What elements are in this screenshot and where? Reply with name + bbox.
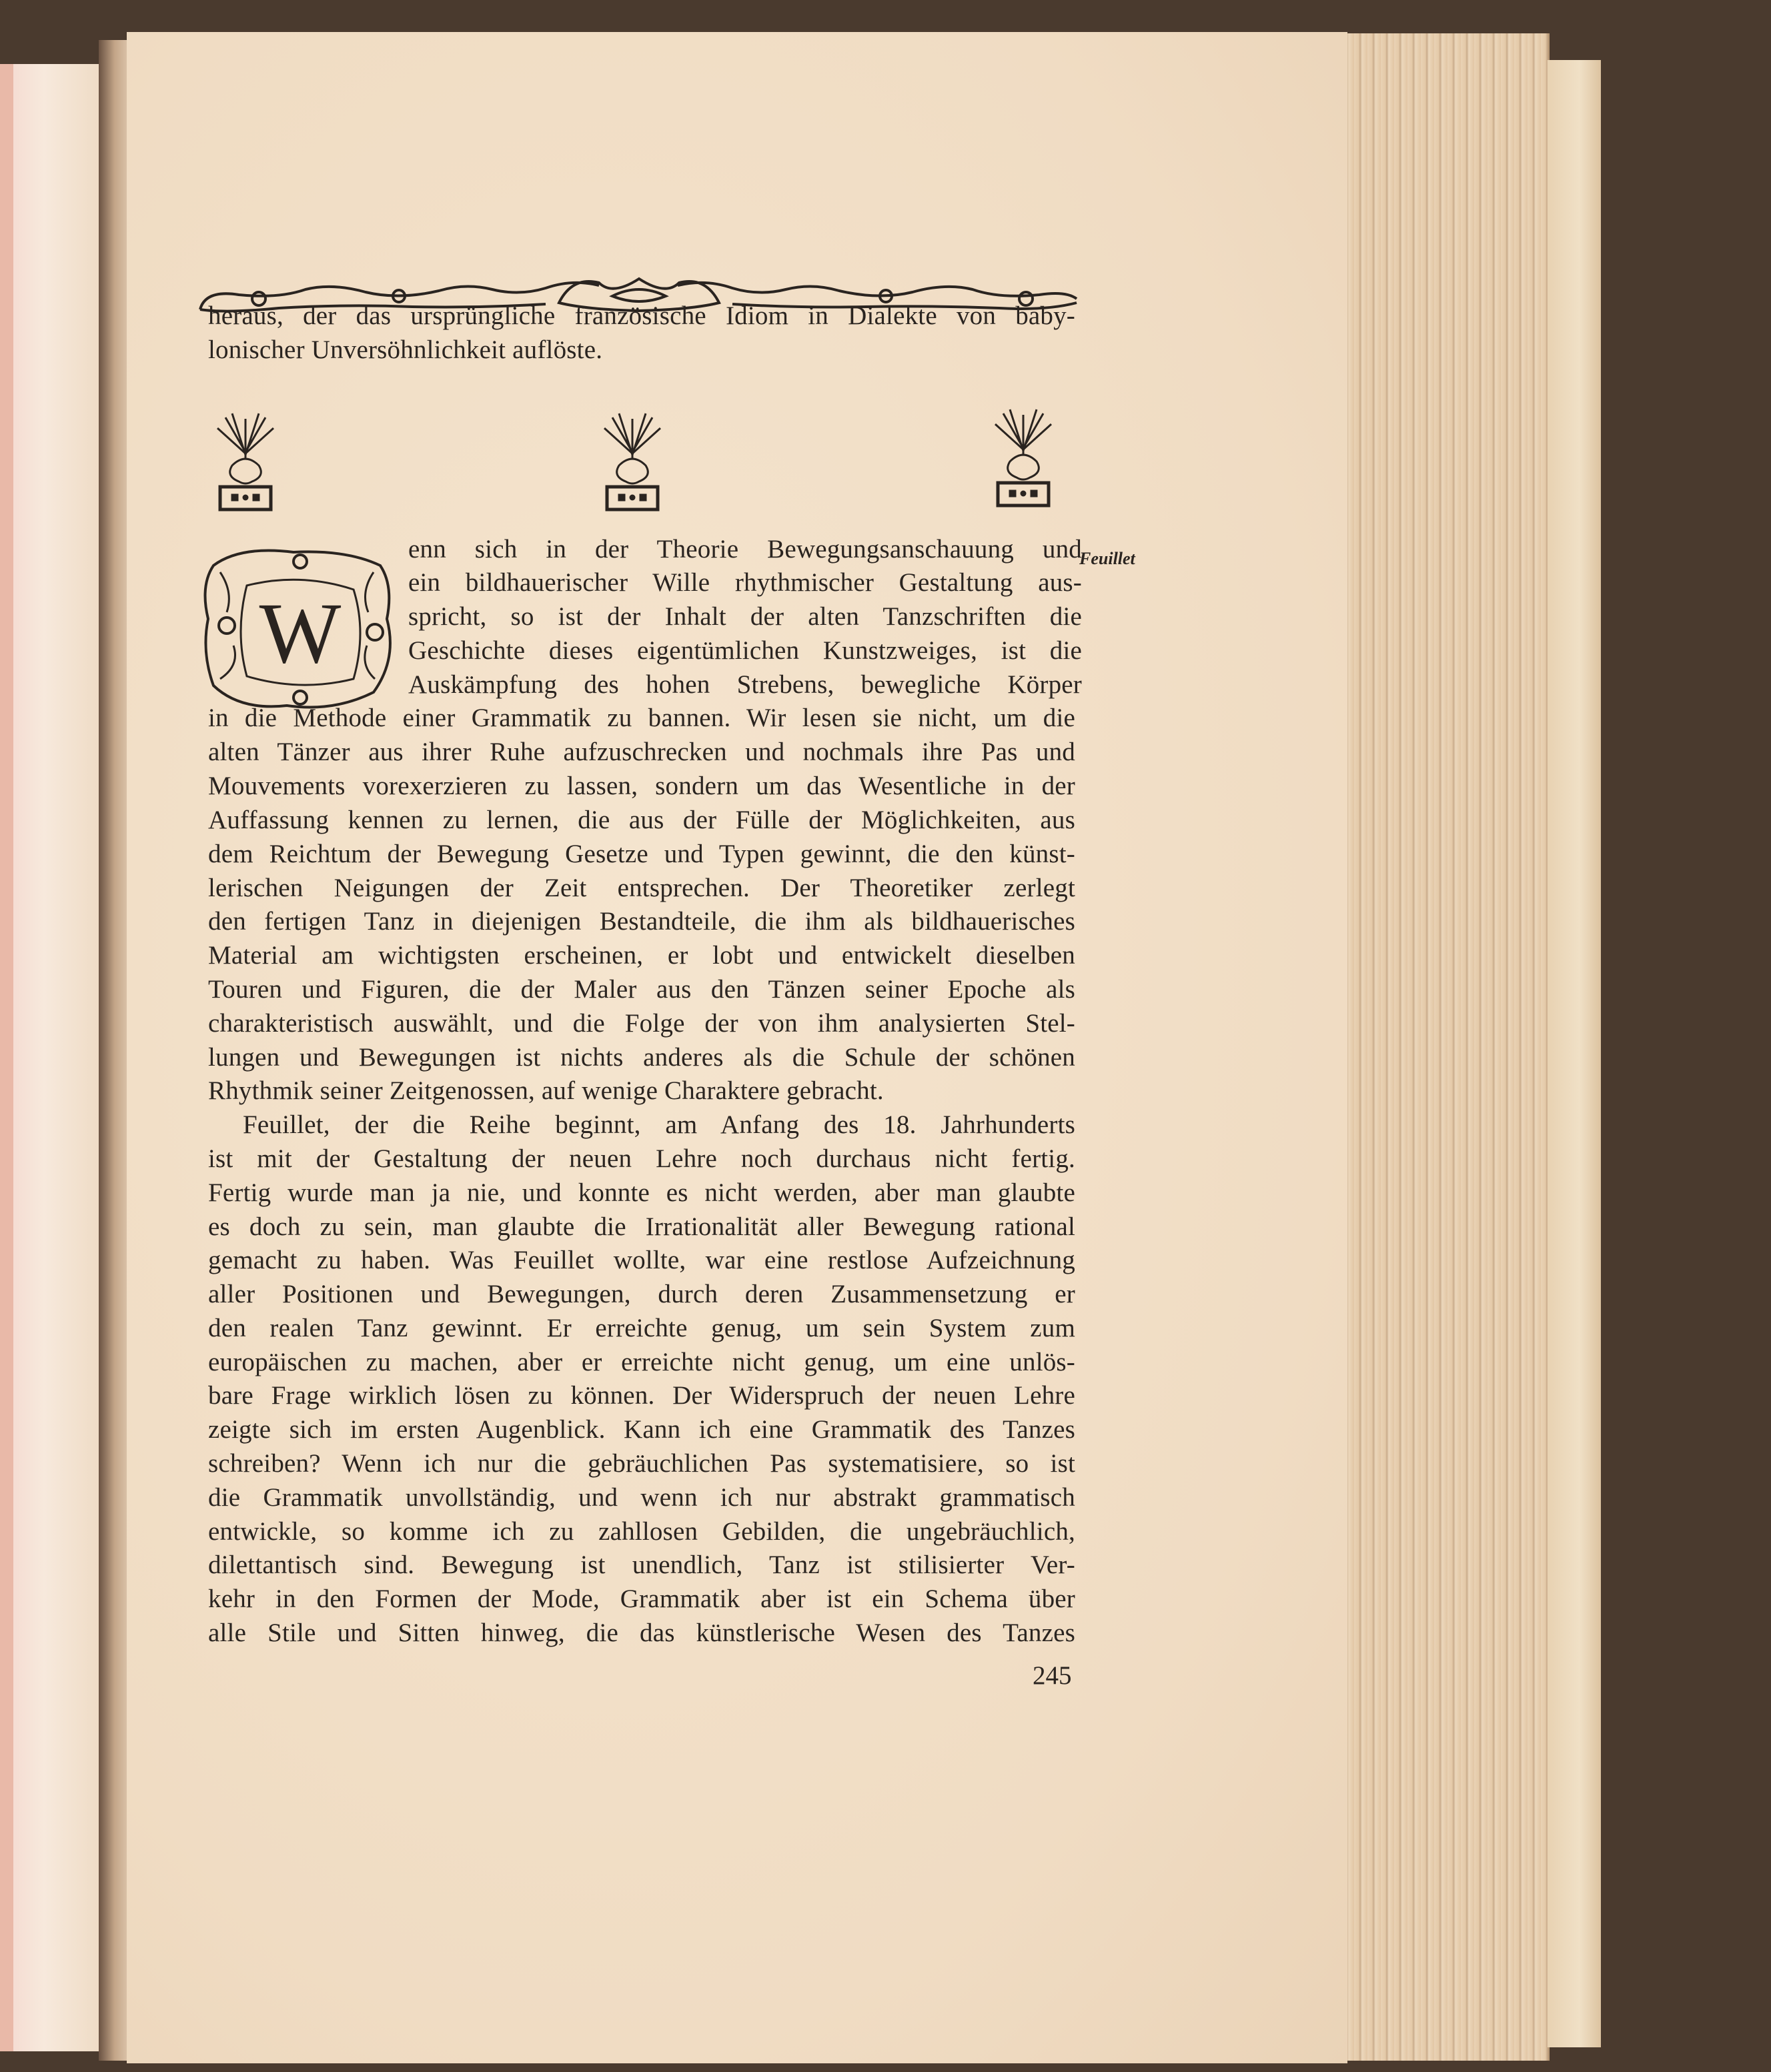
- text-line: den realen Tanz gewinnt. Er erreichte genug, um sein System zum: [208, 1314, 1075, 1342]
- text-line: in die Methode einer Grammatik zu bannen. Wir lesen sie nicht, um die: [208, 704, 1075, 732]
- text-line: ein bildhauerischer Wille rhythmischer Gestaltung aus-: [408, 568, 1082, 597]
- text-line: zeigte sich im ersten Augenblick. Kann ich eine Grammatik des Tanzes: [208, 1415, 1075, 1444]
- text-line: charakteristisch auswählt, und die Folge der von ihm analysierten Stel-: [208, 1009, 1075, 1038]
- text-line: schreiben? Wenn ich nur die gebräuchlichen Pas systematisiere, so ist: [208, 1449, 1075, 1478]
- text-line: enn sich in der Theorie Bewegungsanschauung und: [408, 535, 1082, 564]
- text-line: lungen und Bewegungen ist nichts anderes als die Schule der schönen: [208, 1043, 1075, 1072]
- text-line: heraus, der das ursprüngliche französische Idiom in Dialekte von baby-: [208, 301, 1075, 330]
- text-line: Auffassung kennen zu lernen, die aus der Fülle der Möglichkeiten, aus: [208, 806, 1075, 834]
- text-line: Auskämpfung des hohen Strebens, bewegliche Körper: [408, 670, 1082, 699]
- text-line: Material am wichtigsten erscheinen, er lobt und entwickelt dieselben: [208, 941, 1075, 970]
- text-line: entwickle, so komme ich zu zahllosen Gebilden, die ungebräuchlich,: [208, 1517, 1075, 1546]
- text-line: dem Reichtum der Bewegung Gesetze und Typen gewinnt, die den künst-: [208, 840, 1075, 868]
- text-line: Feuillet, der die Reihe beginnt, am Anfang des 18. Jahrhunderts: [243, 1110, 1075, 1139]
- margin-note: Feuillet: [1079, 549, 1135, 568]
- text-line: gemacht zu haben. Was Feuillet wollte, war eine restlose Aufzeichnung: [208, 1246, 1075, 1274]
- vignette-ornament-left: [212, 412, 279, 519]
- page-number: 245: [1033, 1661, 1072, 1690]
- page-stack-edges: [1327, 33, 1550, 2061]
- text-line: Fertig wurde man ja nie, und konnte es nicht werden, aber man glaubte: [208, 1178, 1075, 1207]
- text-line: die Grammatik unvollständig, und wenn ich nur abstrakt grammatisch: [208, 1483, 1075, 1512]
- text-line: dilettantisch sind. Bewegung ist unendlich, Tanz ist stilisierter Ver-: [208, 1550, 1075, 1579]
- vignette-ornament-center: [599, 412, 666, 519]
- text-line: bare Frage wirklich lösen zu können. Der Widerspruch der neuen Lehre: [208, 1381, 1075, 1410]
- vignette-ornament-right: [990, 408, 1057, 515]
- text-line: lonischer Unversöhnlichkeit auflöste.: [208, 335, 603, 364]
- text-line: alle Stile und Sitten hinweg, die das künstlerische Wesen des Tanzes: [208, 1619, 1075, 1647]
- text-line: ist mit der Gestaltung der neuen Lehre noch durchaus nicht fertig.: [208, 1144, 1075, 1173]
- left-page-edge: [0, 64, 100, 2051]
- text-line: Mouvements vorexerzieren zu lassen, sondern um das Wesentliche in der: [208, 772, 1075, 800]
- decorated-initial: [200, 546, 400, 719]
- text-line: Geschichte dieses eigentümlichen Kunstzweiges, ist die: [408, 636, 1082, 665]
- left-page-tint: [0, 64, 13, 2051]
- text-line: lerischen Neigungen der Zeit entsprechen. Der Theoretiker zerlegt: [208, 874, 1075, 902]
- book-cover-board: [1548, 60, 1601, 2047]
- text-line: den fertigen Tanz in diejenigen Bestandteile, die ihm als bildhauerisches: [208, 907, 1075, 936]
- text-line: kehr in den Formen der Mode, Grammatik aber ist ein Schema über: [208, 1585, 1075, 1613]
- text-line: alten Tänzer aus ihrer Ruhe aufzuschrecken und nochmals ihre Pas und: [208, 738, 1075, 766]
- text-line: europäischen zu machen, aber er erreichte nicht genug, um eine unlös-: [208, 1348, 1075, 1376]
- text-line: spricht, so ist der Inhalt der alten Tanzschriften die: [408, 602, 1082, 631]
- initial-letter: W: [259, 586, 342, 682]
- text-line: Rhythmik seiner Zeitgenossen, auf wenige Charaktere gebracht.: [208, 1076, 884, 1105]
- text-line: aller Positionen und Bewegungen, durch deren Zusammensetzung er: [208, 1280, 1075, 1308]
- text-line: es doch zu sein, man glaubte die Irrationalität aller Bewegung rational: [208, 1212, 1075, 1241]
- text-line: Touren und Figuren, die der Maler aus den Tänzen seiner Epoche als: [208, 975, 1075, 1004]
